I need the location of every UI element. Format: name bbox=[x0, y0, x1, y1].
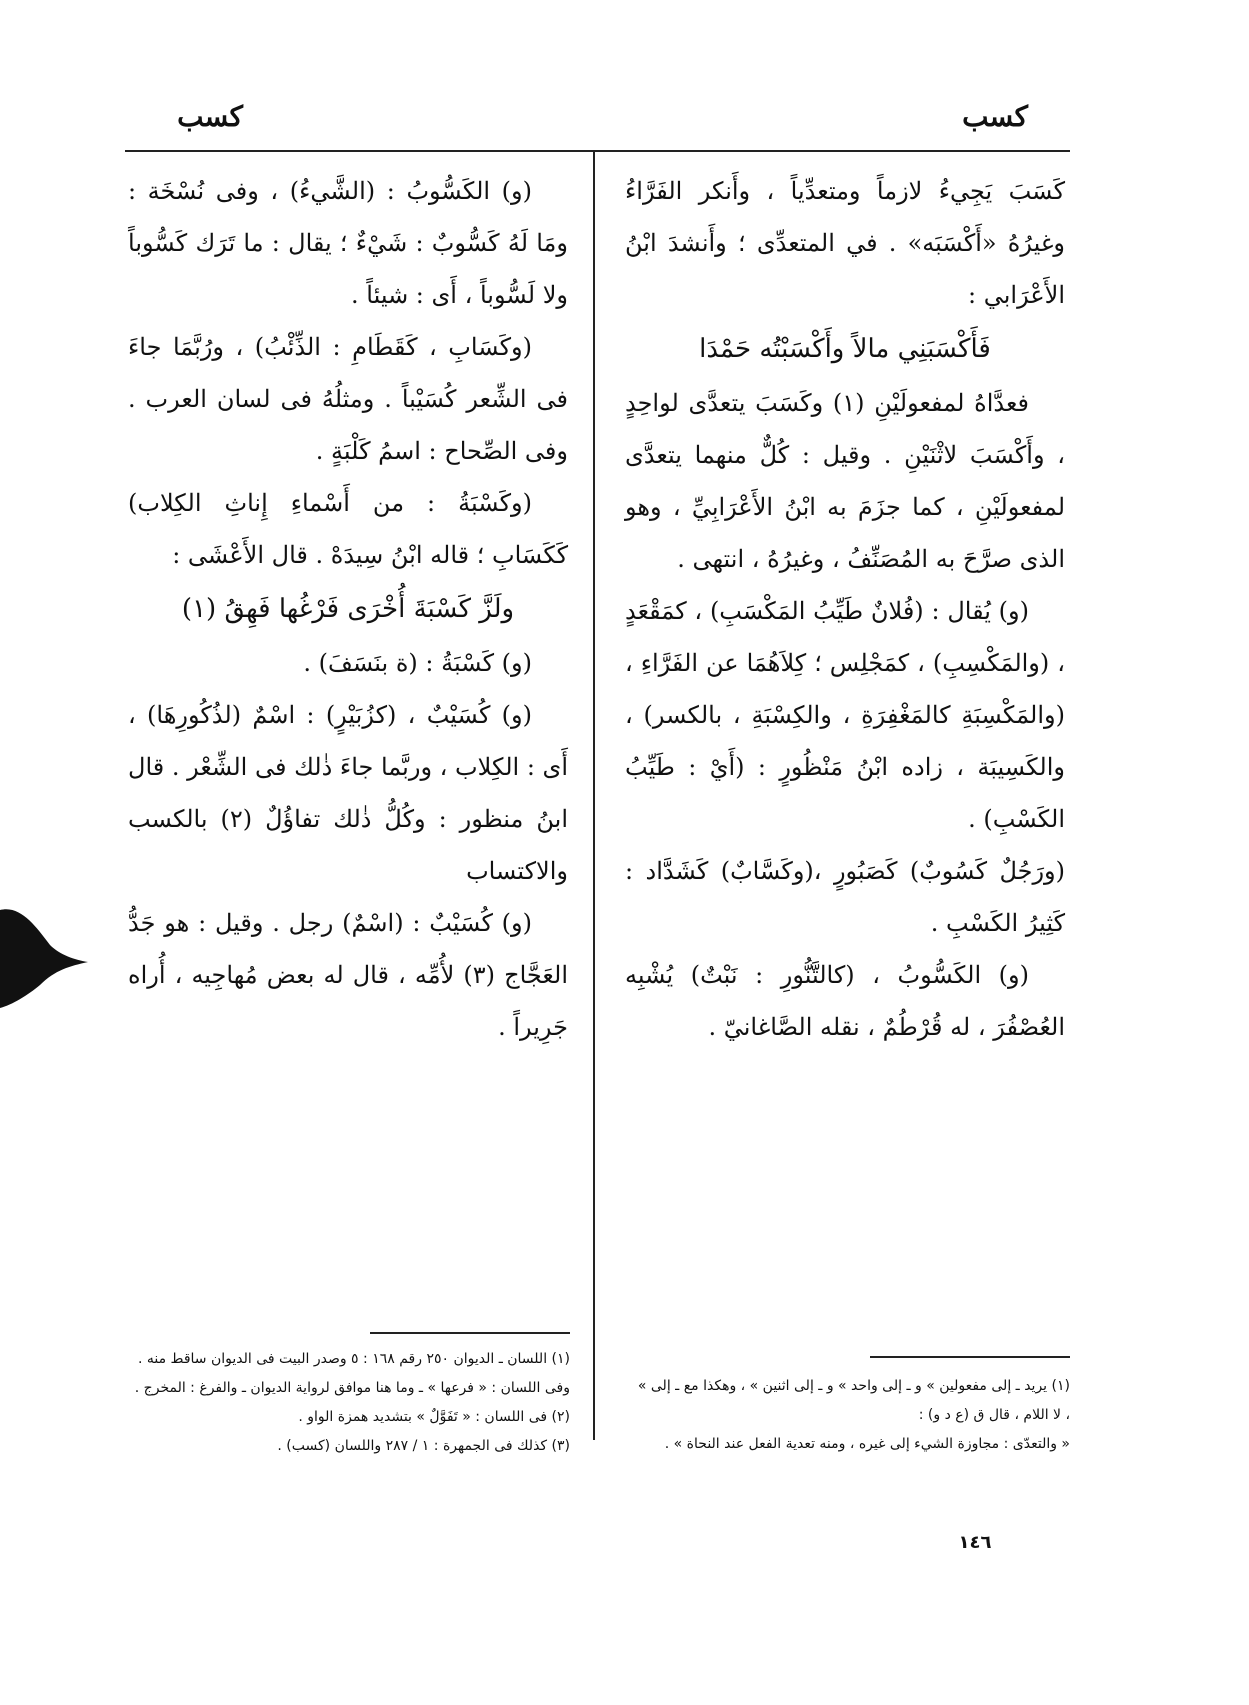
footnote: (١) اللسان ـ الديوان ٢٥٠ رقم ١٦٨ : ٥ وصدر البيت فى الديوان ساقط منه . وفى اللسان : « فرعها » ـ وما هنا موافق لرواية الديوان ـ والفرغ : المخرج . bbox=[134, 1351, 570, 1396]
left-column bbox=[128, 165, 568, 1053]
entry-paragraph: (ورَجُلٌ كَسُوبٌ) كَصَبُورٍ ،(وكَسَّابٌ) كَشَدَّاد : كَثِيرُ الكَسْبِ . bbox=[625, 857, 1065, 937]
footnote-rule-left bbox=[370, 1332, 570, 1334]
column-divider bbox=[593, 152, 595, 1440]
entry-paragraph: (و) الكَسُّوبُ : (الشَّيءُ) ، وفى نُسْخَة : ومَا لَهُ كَسُّوبٌ : شَيْءٌ ؛ يقال : ما تَرَك كَسُّوباً ولا لَسُّوباً ، أَى : شيئاً . bbox=[128, 177, 568, 309]
footnote: « والتعدّى : مجاوزة الشيء إلى غيره ، ومنه تعدية الفعل عند النحاة » . bbox=[664, 1436, 1070, 1452]
scan-smudge bbox=[0, 900, 90, 1010]
footnote-rule-right bbox=[870, 1356, 1070, 1358]
verse-line: فَأَكْسَبَنِي مالاً وأَكْسَبْتُه حَمْدَا bbox=[699, 334, 991, 364]
footnote: (٢) فى اللسان : « تَفَوَّلٌ » بتشديد همزة الواو . bbox=[298, 1409, 570, 1425]
page-number: ١٤٦ bbox=[958, 1532, 992, 1553]
entry-paragraph: فعدَّاهُ لمفعولَيْنِ (١) وكَسَبَ يتعدَّى لواحِدٍ ، وأَكْسَبَ لاثْنَيْنِ . وقيل : كُلٌّ منهما يتعدَّى لمفعولَيْنِ ، كما جزَمَ به ابْنُ الأَعْرَابِيِّ ، وهو الذى صرَّحَ به المُصَنِّفُ ، وغيرُهُ ، انتهى . bbox=[625, 389, 1065, 573]
right-column bbox=[625, 165, 1065, 1053]
footnotes-left bbox=[130, 1345, 570, 1461]
entry-paragraph: كَسَبَ يَجِيءُ لازماً ومتعدِّياً ، وأَنكر الفَرَّاءُ وغيرُهُ «أَكْسَبَه» . في المتعدِّى ؛ وأَنشدَ ابْنُ الأَعْرَابي : bbox=[625, 177, 1065, 309]
entry-paragraph: (و) كُسَيْبٌ ، (كزُبَيْرٍ) : اسْمٌ (لذُكُورِهَا) ، أَى : الكِلاب ، وربَّما جاءَ ذٰلك فى الشِّعْر . قال ابنُ منظور : وكُلُّ ذٰلك تفاؤُلٌ (٢) بالكسب والاكتساب bbox=[128, 701, 568, 885]
footnotes-right bbox=[630, 1372, 1070, 1459]
entry-paragraph: (و) كَسْبَةُ : (ة بنَسَفَ) . bbox=[303, 649, 532, 677]
running-head-left: كسب bbox=[177, 100, 243, 133]
entry-paragraph: (و) كُسَيْبٌ : (اسْمٌ) رجل . وقيل : هو جَدُّ العَجَّاج (٣) لأُمِّه ، قال له بعض مُهاجِيه ، أُراه جَرِيراً . bbox=[128, 909, 568, 1041]
footnote: (٣) كذلك فى الجمهرة : ١ / ٢٨٧ واللسان (كسب) . bbox=[277, 1438, 570, 1454]
running-head-right: كسب bbox=[962, 100, 1028, 133]
footnote: (١) يريد ـ إلى مفعولين » و ـ إلى واحد » و ـ إلى اثنين » ، وهكذا مع ـ إلى » ، لا اللام ، قال ق (ع د و) : bbox=[637, 1378, 1070, 1423]
entry-paragraph: (وكَسْبَةُ : من أَسْماءِ إِناثِ الكِلاب) كَكَسَابِ ؛ قاله ابْنُ سِيدَهْ . قال الأَعْشَى : bbox=[128, 489, 568, 569]
entry-paragraph: (وكَسَابِ ، كَقَطَامِ : الذِّئْبُ) ، ورُبَّمَا جاءَ فى الشِّعر كُسَيْباً . ومثلُهُ فى لسان العرب . وفى الصِّحاح : اسمُ كَلْبَةٍ . bbox=[128, 333, 568, 465]
entry-paragraph: (و) الكَسُّوبُ ، (كالتَّنُّورِ : نَبْتٌ) يُشْبِه العُصْفُرَ ، له قُرْطُمٌ ، نقله الصَّاغانيّ . bbox=[625, 961, 1065, 1041]
header-rule bbox=[125, 150, 1070, 152]
entry-paragraph: (و) يُقال : (فُلانٌ طَيِّبُ المَكْسَبِ) ، كمَقْعَدٍ ، (والمَكْسِبِ) ، كمَجْلِس ؛ كِلاَهُمَا عن الفَرَّاءِ ، (والمَكْسِبَةِ كالمَغْفِرَةِ ، والكِسْبَةِ ، بالكسر) ، والكَسِيبَة ، زاده ابْنُ مَنْظُورٍ : (أَيْ : طَيِّبُ الكَسْبِ) . bbox=[625, 597, 1065, 833]
verse-line: ولَزَّ كَسْبَةَ أُخْرَى فَرْغُها فَهِقُ (١) bbox=[181, 594, 515, 624]
